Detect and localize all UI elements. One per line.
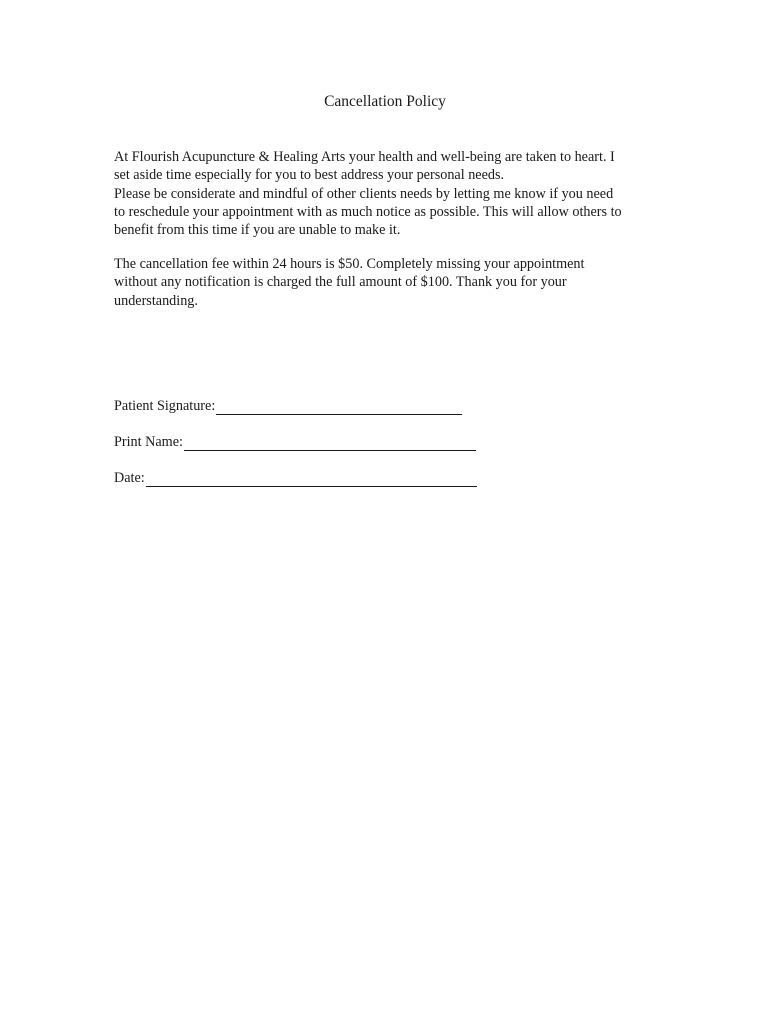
page-title: Cancellation Policy [324, 93, 446, 110]
patient-signature-label: Patient Signature: [114, 398, 216, 414]
paragraph-line: At Flourish Acupuncture & Healing Arts your health and well-being are taken to heart. I [114, 149, 615, 165]
paragraph-line: Please be considerate and mindful of other clients needs by letting me know if you need [114, 185, 614, 202]
patient-signature-line[interactable] [216, 400, 462, 415]
date-line[interactable] [146, 472, 477, 487]
paragraph-line: to reschedule your appointment with as much notice as possible. This will allow others to [114, 203, 622, 220]
print-name-label: Print Name: [114, 434, 183, 450]
paragraph-line: without any notification is charged the full amount of $100. Thank you for your [114, 274, 567, 291]
policy-paragraph-1 [114, 148, 674, 239]
date-label: Date: [114, 470, 145, 486]
date-field [114, 469, 477, 487]
paragraph-line: set aside time especially for you to best address your personal needs. [114, 167, 505, 184]
print-name-line[interactable] [184, 436, 476, 451]
paragraph-line: understanding. [114, 292, 198, 309]
policy-paragraph-2 [114, 255, 674, 310]
paragraph-line: benefit from this time if you are unable to make it. [114, 222, 401, 239]
print-name-field [114, 433, 476, 451]
patient-signature-field [114, 397, 462, 415]
paragraph-line: The cancellation fee within 24 hours is $50. Completely missing your appointment [114, 256, 585, 272]
